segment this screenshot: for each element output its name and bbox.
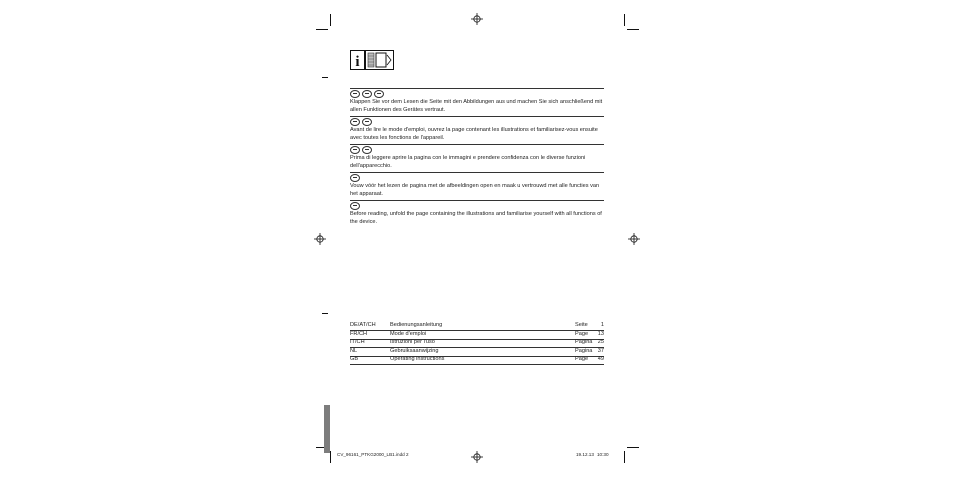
country-flags (350, 174, 604, 181)
country-flag-icon (362, 118, 372, 126)
toc-country-code: DE/AT/CH (350, 322, 376, 328)
toc-title: Mode d'emploi (390, 330, 427, 337)
language-block (350, 118, 604, 142)
footer-date: 19.12.13 (576, 452, 594, 457)
fold-mark-upper (322, 77, 328, 78)
language-block (350, 202, 604, 226)
language-text: Before reading, unfold the page containing the illustrations and familiarise yourself with all functions of the device. (350, 211, 602, 225)
toc-page-word: Page (575, 330, 589, 337)
language-divider (350, 200, 604, 201)
info-letter: i (355, 54, 360, 70)
language-divider (350, 144, 604, 145)
language-block (350, 174, 604, 198)
toc-title: Operating instructions (390, 356, 445, 362)
country-flag-icon (362, 146, 372, 154)
toc-page-word: Page (575, 356, 589, 362)
toc-page-word: Seite (575, 322, 588, 328)
toc-page-number: 13 (597, 330, 604, 337)
registration-mark-bottom (471, 451, 483, 463)
country-flag-icon (350, 202, 360, 210)
country-flag-icon (374, 90, 384, 98)
language-divider (350, 116, 604, 117)
toc-country-code: NL (350, 347, 358, 354)
language-block (350, 146, 604, 170)
language-text: Avant de lire le mode d'emploi, ouvrez la page contenant les illustrations et familiarisez-vous ensuite avec toutes les fonctions de l'appareil. (350, 127, 598, 141)
toc-title: Bedienungsanleitung (390, 322, 443, 328)
country-flag-icon (350, 174, 360, 182)
footer-time: 10:30 (597, 452, 609, 457)
fold-mark-lower (322, 313, 328, 314)
toc-country-code: FR/CH (350, 330, 368, 337)
toc-page-number: 25 (597, 339, 604, 345)
crop-mark-tr-v (624, 14, 625, 26)
toc-page-number: 37 (597, 347, 604, 354)
toc-page-word: Pagina (575, 347, 593, 354)
crop-mark-tr-h (627, 29, 639, 30)
language-divider (350, 172, 604, 173)
country-flags (350, 146, 604, 153)
crop-mark-tl-v (330, 14, 331, 26)
gray-side-bar (324, 405, 330, 453)
registration-mark-top (471, 13, 483, 25)
crop-mark-bl-v (330, 451, 331, 463)
language-block (350, 90, 604, 114)
language-divider (350, 88, 604, 89)
toc-page-number: 49 (597, 356, 604, 362)
info-unfold-icon (350, 50, 394, 70)
toc-title: Gebruiksaanwijzing (390, 347, 439, 354)
toc-page-word: Pagina (575, 339, 593, 345)
crop-mark-br-h (627, 447, 639, 448)
toc-country-code: IT/CH (350, 339, 365, 345)
registration-mark-left (314, 233, 326, 245)
registration-mark-right (628, 233, 640, 245)
country-flags (350, 118, 604, 125)
country-flag-icon (350, 146, 360, 154)
toc-country-code: GB (350, 356, 359, 362)
country-flag-icon (350, 90, 360, 98)
crop-mark-br-v (624, 451, 625, 463)
toc-title: Istruzioni per l'uso (390, 339, 435, 345)
country-flags (350, 90, 604, 97)
country-flag-icon (350, 118, 360, 126)
toc-row (350, 356, 604, 365)
language-text: Klappen Sie vor dem Lesen die Seite mit den Abbildungen aus und machen Sie sich anschließend mit allen Funktionen des Gerätes vertraut. (350, 99, 603, 113)
country-flags (350, 202, 604, 209)
toc-page-number: 1 (600, 322, 604, 328)
footer-file-name: CV_96161_PTKG2000_LB1.indd 2 (337, 452, 409, 457)
language-text: Prima di leggere aprire la pagina con le immagini e prendere confidenza con le diverse funzioni dell'apparecchio. (350, 155, 586, 169)
language-text: Vouw vóór het lezen de pagina met de afbeeldingen open en maak u vertrouwd met alle functies van het apparaat. (350, 183, 600, 197)
country-flag-icon (362, 90, 372, 98)
crop-mark-tl-h (316, 29, 328, 30)
